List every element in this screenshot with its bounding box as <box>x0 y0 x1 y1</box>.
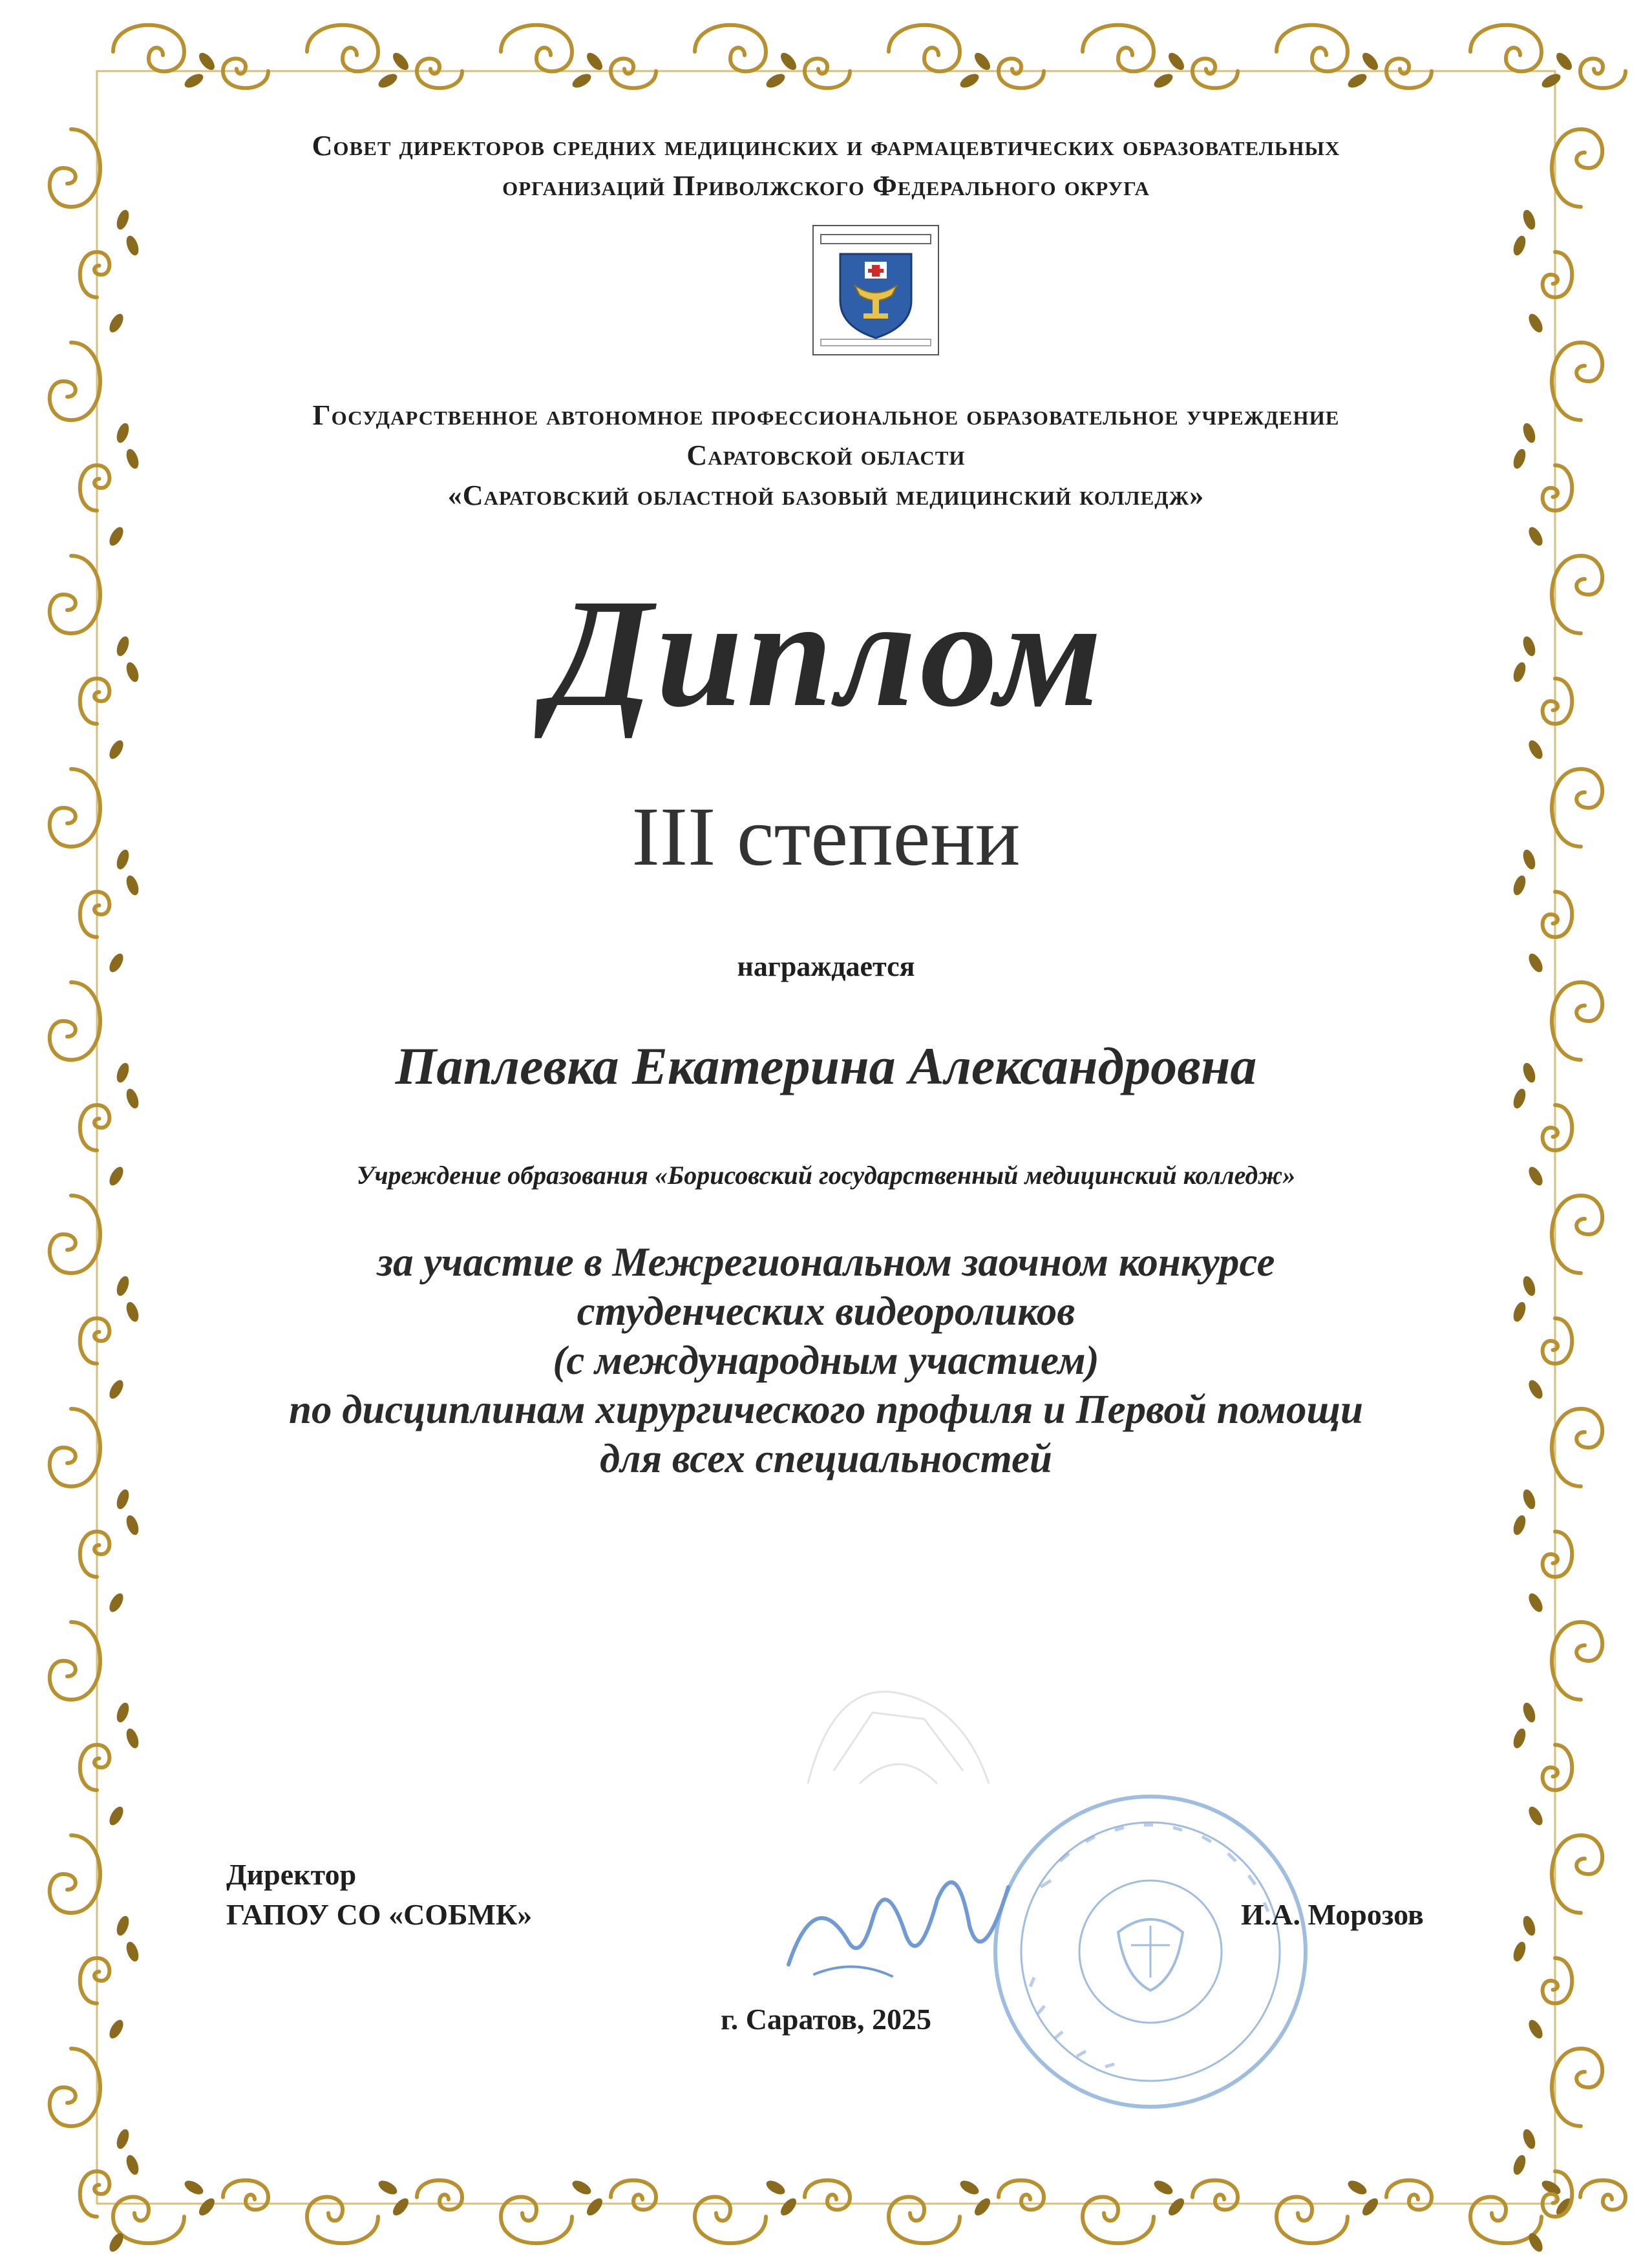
watermark-sketch <box>795 1654 1002 1803</box>
place-date: г. Саратов, 2025 <box>721 2003 931 2036</box>
council-header <box>0 126 1652 206</box>
reason-line: за участие в Межрегиональном заочном конкурсе <box>377 1239 1275 1285</box>
director-org: ГАПОУ СО «СОБМК» <box>226 1898 533 1931</box>
college-line-1: Государственное автономное профессиональное образовательное учреждение <box>312 399 1340 431</box>
diploma-title: Диплом <box>546 567 1106 739</box>
award-reason <box>0 1238 1652 1483</box>
diploma-degree: III степени <box>631 790 1021 883</box>
college-line-3: «Саратовский областной базовый медицинский колледж» <box>447 480 1205 511</box>
reason-line: по дисциплинам хирургического профиля и Первой помощи <box>288 1387 1364 1432</box>
reason-line: студенческих видеороликов <box>577 1289 1075 1334</box>
college-emblem-icon <box>808 223 944 359</box>
recipient-institution: Учреждение образования «Борисовский государственный медицинский колледж» <box>356 1161 1296 1190</box>
awarded-label: награждается <box>737 951 915 982</box>
recipient-name: Паплевка Екатерина Александровна <box>395 1037 1257 1095</box>
council-line-2: организаций Приволжского Федерального округа <box>502 170 1150 202</box>
college-line-2: Саратовской области <box>686 439 966 471</box>
director-title: Директор <box>226 1858 357 1891</box>
council-line-1: Совет директоров средних медицинских и фармацевтических образовательных <box>312 130 1340 162</box>
director-name: И.А. Морозов <box>1241 1898 1424 1931</box>
director-title-block <box>226 1855 532 1935</box>
director-signature <box>776 1861 1047 1990</box>
reason-line: для всех специальностей <box>600 1436 1052 1481</box>
college-header <box>0 395 1652 516</box>
reason-line: (с международным участием) <box>553 1338 1099 1383</box>
